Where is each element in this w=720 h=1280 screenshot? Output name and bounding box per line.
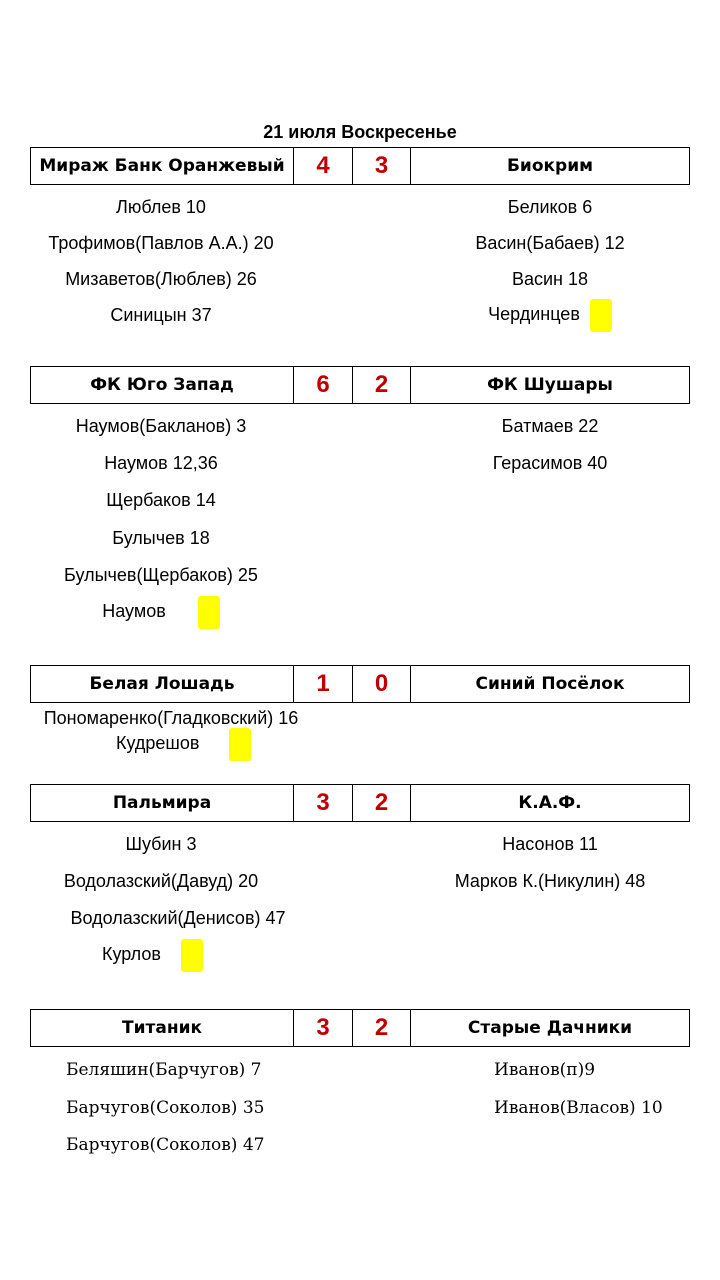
home-score: 4 [293,148,352,184]
goal-event: Марков К.(Никулин) 48 [454,871,646,891]
away-score: 2 [352,1010,411,1046]
goal-event: Пономаренко(Гладковский) 16 [43,708,299,728]
match-day-title: 21 июля Воскресенье [263,122,457,142]
card-event [30,595,292,629]
goal-event: Беликов 6 [507,197,593,217]
goal-event: Трофимов(Павлов А.А.) 20 [48,233,274,253]
goal-event: Барчугов(Соколов) 35 [66,1098,265,1118]
goal-event: Люблев 10 [116,197,206,217]
home-team: ФК Юго Запад [90,375,234,395]
goal-event: Водолазский(Денисов) 47 [70,908,286,928]
goal-event: Иванов(Власов) 10 [494,1098,663,1118]
goal-event: Герасимов 40 [492,453,608,473]
goal-event: Барчугов(Соколов) 47 [66,1135,265,1155]
home-score: 6 [293,367,352,403]
yellow-card-icon [181,939,203,972]
card-event [102,938,203,972]
card-event [116,727,251,761]
goal-event: Булычев 18 [112,528,210,548]
goal-event: Васин(Бабаев) 12 [475,233,625,253]
home-score: 1 [293,666,352,702]
home-team: Мираж Банк Оранжевый [39,156,285,176]
away-team: Биокрим [506,156,594,176]
goal-event: Синицын 37 [110,305,212,325]
yellow-card-icon [229,728,251,761]
goal-event: Беляшин(Барчугов) 7 [66,1060,262,1080]
away-team: Старые Дачники [467,1018,633,1038]
away-score: 2 [352,367,411,403]
yellow-card-icon [590,299,612,332]
player-name: Чердинцев [488,304,580,324]
yellow-card-icon [198,596,220,629]
home-score: 3 [293,785,352,821]
away-team: Синий Посёлок [475,674,625,694]
match-row [30,147,690,185]
goal-event: Щербаков 14 [106,490,216,510]
goal-event: Васин 18 [511,269,589,289]
away-team: К.А.Ф. [518,793,582,813]
goal-event: Водолазский(Давуд) 20 [63,871,259,891]
home-team: Титаник [121,1018,203,1038]
match-row [30,784,690,822]
home-team: Пальмира [112,793,212,813]
goal-event: Иванов(п)9 [494,1060,596,1080]
goal-event: Насонов 11 [502,834,598,854]
player-name: Курлов [102,944,161,964]
match-row [30,665,690,703]
player-name: Наумов [102,601,166,621]
goal-event: Наумов 12,36 [104,453,218,473]
away-score: 0 [352,666,411,702]
goal-event: Шубин 3 [125,834,197,854]
goal-event: Батмаев 22 [501,416,599,436]
goal-event: Наумов(Бакланов) 3 [75,416,247,436]
match-row [30,1009,690,1047]
card-event [410,298,690,332]
away-team: ФК Шушары [487,375,613,395]
match-row [30,366,690,404]
away-score: 3 [352,148,411,184]
away-score: 2 [352,785,411,821]
goal-event: Мизаветов(Люблев) 26 [65,269,257,289]
player-name: Кудрешов [116,733,200,753]
goal-event: Булычев(Щербаков) 25 [64,565,258,585]
home-score: 3 [293,1010,352,1046]
home-team: Белая Лошадь [89,674,235,694]
